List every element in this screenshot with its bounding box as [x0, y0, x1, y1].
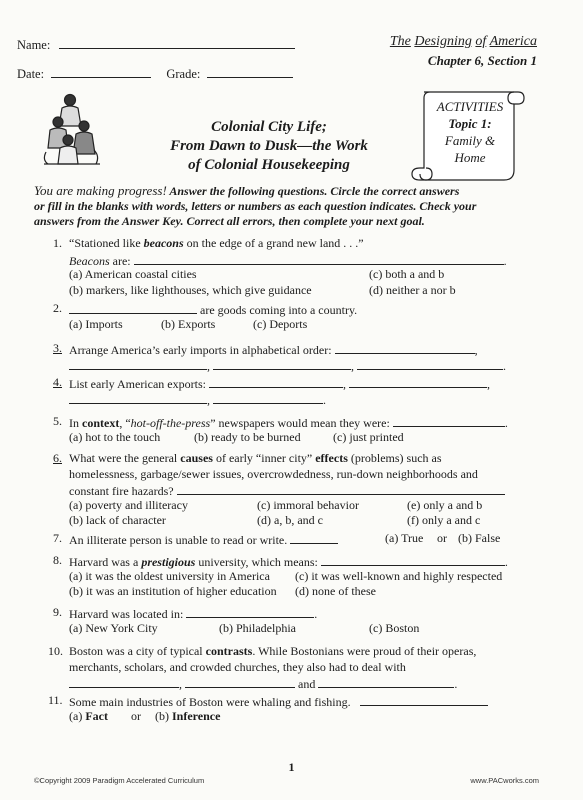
instructions-line3: answers from the Answer Key. Correct all errors, then complete your next goal.: [34, 214, 425, 228]
name-label: Name:: [17, 38, 51, 52]
instructions-lead: You are making progress!: [34, 183, 167, 198]
choice-a[interactable]: (a) New York City: [69, 620, 158, 635]
instructions: [34, 183, 554, 229]
date-label: Date:: [17, 67, 45, 81]
choice-a[interactable]: (a) Imports: [69, 316, 123, 331]
choice-a[interactable]: (a) American coastal cities: [69, 267, 197, 282]
name-field[interactable]: [59, 36, 295, 49]
answer-blank[interactable]: [393, 414, 505, 427]
choice-b[interactable]: (b) Exports: [161, 316, 216, 331]
name-label-row: [17, 36, 295, 53]
scroll-topic: Topic 1:: [448, 116, 492, 131]
choice-d[interactable]: (d) neither a nor b: [369, 282, 456, 297]
choice-b[interactable]: (b) it was an institution of higher education: [69, 584, 277, 599]
answer-blank[interactable]: [213, 391, 323, 404]
answer-blank[interactable]: [69, 301, 197, 314]
answer-blank[interactable]: [134, 252, 504, 265]
website-link[interactable]: www.PACworks.com: [470, 776, 539, 785]
choice-b[interactable]: (b) Philadelphia: [219, 620, 296, 635]
grade-field[interactable]: [207, 65, 293, 78]
date-grade-row: [17, 65, 293, 82]
choice-fact[interactable]: (a) Fact: [69, 708, 108, 723]
choice-inference[interactable]: (b) Inference: [155, 708, 221, 723]
activities-scroll: [410, 84, 530, 190]
series-title: The Designing of America: [389, 34, 537, 49]
date-field[interactable]: [51, 65, 151, 78]
scroll-home: Home: [454, 150, 486, 165]
choice-f[interactable]: (f) only a and c: [407, 513, 481, 528]
choice-c[interactable]: (c) it was well-known and highly respected: [295, 568, 503, 583]
scroll-activities: ACTIVITIES: [436, 99, 504, 114]
answer-blank[interactable]: [357, 357, 503, 370]
choice-c[interactable]: (c) just printed: [333, 429, 404, 444]
scroll-family: Family &: [444, 133, 496, 148]
choice-a[interactable]: (a) hot to the touch: [69, 429, 161, 444]
answer-blank[interactable]: [185, 675, 295, 688]
grade-label: Grade:: [166, 67, 201, 81]
answer-blank[interactable]: [69, 675, 179, 688]
answer-blank[interactable]: [69, 357, 207, 370]
choice-c[interactable]: (c) immoral behavior: [257, 497, 359, 512]
choice-true[interactable]: (a) True: [385, 531, 424, 545]
question-number: 1.: [53, 236, 62, 250]
answer-blank[interactable]: [213, 357, 351, 370]
choice-a[interactable]: (a) it was the oldest university in America: [69, 568, 270, 583]
family-illustration: [38, 92, 104, 168]
answer-blank[interactable]: [318, 675, 454, 688]
choice-b[interactable]: (b) lack of character: [69, 513, 166, 528]
answer-blank[interactable]: [335, 341, 475, 354]
answer-blank[interactable]: [209, 375, 343, 388]
choice-d[interactable]: (d) none of these: [295, 584, 376, 599]
answer-blank[interactable]: [177, 482, 505, 495]
instructions-line2: or fill in the blanks with words, letters or numbers as each question indicates. Check your: [34, 199, 477, 213]
answer-blank[interactable]: [290, 531, 338, 544]
instructions-line1: Answer the following questions. Circle the correct answers: [169, 184, 460, 198]
choice-b[interactable]: (b) ready to be burned: [194, 429, 301, 444]
choice-e[interactable]: (e) only a and b: [407, 497, 483, 512]
answer-blank[interactable]: [186, 605, 314, 618]
answer-blank[interactable]: [349, 375, 487, 388]
copyright: ©Copyright 2009 Paradigm Accelerated Curriculum: [34, 776, 205, 785]
choice-a[interactable]: (a) poverty and illiteracy: [69, 497, 188, 512]
answer-blank[interactable]: [69, 391, 207, 404]
page-title: Colonial City Life; From Dawn to Dusk—the Work of Colonial Housekeeping: [170, 119, 368, 173]
choice-c[interactable]: (c) Boston: [369, 620, 420, 635]
choice-false[interactable]: (b) False: [458, 531, 501, 545]
page-number: 1: [288, 760, 295, 774]
chapter-label: Chapter 6, Section 1: [427, 53, 537, 68]
choice-c[interactable]: (c) both a and b: [369, 267, 445, 282]
choice-b[interactable]: (b) markers, like lighthouses, which give guidance: [69, 282, 312, 297]
answer-blank[interactable]: [360, 693, 488, 706]
choice-c[interactable]: (c) Deports: [253, 316, 308, 331]
choice-d[interactable]: (d) a, b, and c: [257, 513, 323, 528]
answer-blank[interactable]: [321, 553, 505, 566]
